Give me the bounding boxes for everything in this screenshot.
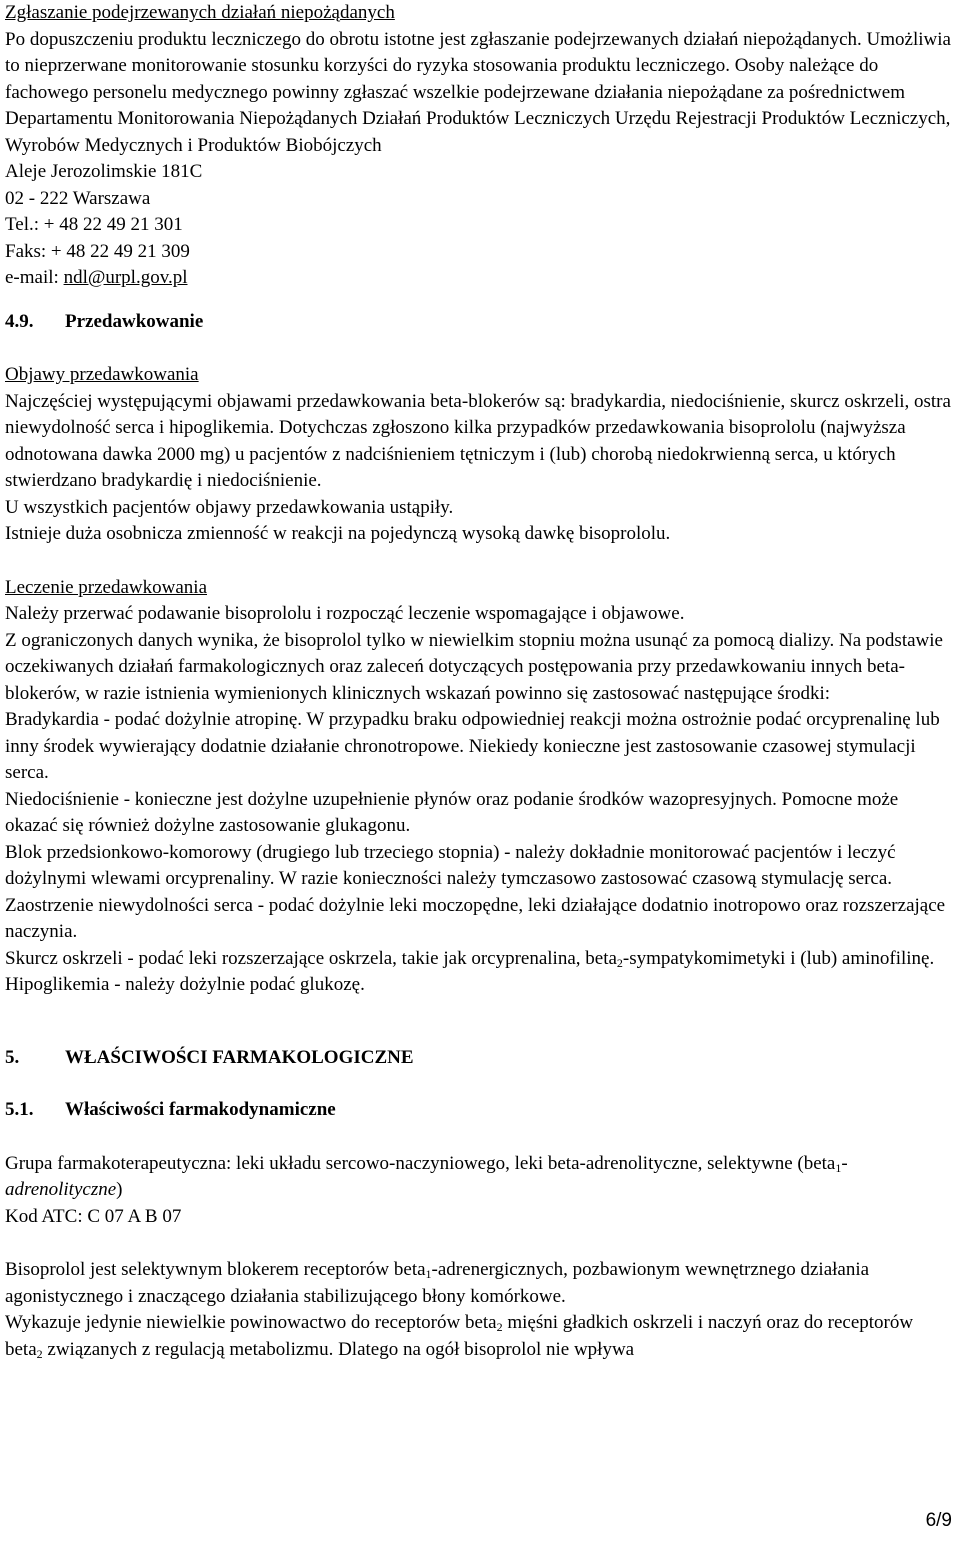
treatment-paragraph-2: Z ograniczonych danych wynika, że bisoprolol tylko w niewielkim stopniu można usunąć za pomocą dializy. Na podstawie oczekiwanych działań farmakologicznych oraz zaleceń dotyczących postępowania przy przedawkowaniu innych beta-blokerów, w razie istnienia wymienionych klinicznych wskazań powinno się zastosować następujące środki: — [5, 629, 943, 704]
address-line-1: Aleje Jerozolimskie 181C — [5, 161, 203, 182]
subscript: 2 — [496, 1320, 503, 1334]
treatment-bradycardia: Bradykardia - podać dożylnie atropinę. W przypadku braku odpowiedniej reakcji można ostrożnie podać orcyprenalinę lub inny środek wywierający dodatnie działanie chronotropowe. Niekiedy konieczne jest zastosowanie czasowej stymulacji serca. — [5, 709, 940, 783]
reporting-text: Po dopuszczeniu produktu leczniczego do obrotu istotne jest zgłaszanie podejrzewanych działań niepożądanych. Umożliwia to nieprzerwane monitorowanie stosunku korzyści do ryzyka stosowania produktu leczniczego. Osoby należące do fachowego personelu medycznego powinny zgłaszać wszelkie podejrzewane działania niepożądane za pośrednictwem Departamentu Monitorowania Niepożądanych Działań Produktów Leczniczych Urzędu Rejestracji Produktów Leczniczych, Wyrobów Medycznych i Produktów Biobójczych — [5, 28, 951, 156]
reporting-heading: Zgłaszanie podejrzewanych działań niepożądanych — [5, 2, 395, 23]
pharmacodynamics-paragraph-1: Bisoprolol jest selektywnym blokerem receptorów beta$_1$-adrenergicznych, pozbawionym wewnętrznego działania agonistycznego i znaczącego działania stabilizującego błony komórkowe. — [5, 1259, 870, 1307]
email-link[interactable]: ndl@urpl.gov.pl — [63, 267, 188, 288]
atc-code: Kod ATC: C 07 A B 07 — [5, 1205, 182, 1227]
subscript: 2 — [36, 1346, 43, 1361]
pharmacotherapeutic-group: Grupa farmakoterapeutyczna: leki układu sercowo-naczyniowego, leki beta-adrenolityczne, selektywne (beta$_1$-adrenolityczne) — [5, 1152, 848, 1200]
section-heading-5 — [5, 1045, 955, 1072]
section-number: 5.1. — [5, 1099, 34, 1120]
symptoms-paragraph-2: U wszystkich pacjentów objawy przedawkowania ustąpiły. — [5, 496, 454, 518]
subscript: 2 — [616, 955, 623, 970]
section-title: WŁAŚCIWOŚCI FARMAKOLOGICZNE — [65, 1046, 414, 1068]
symptoms-paragraph-1: Najczęściej występującymi objawami przedawkowania beta-blokerów są: bradykardia, niedociśnienie, skurcz oskrzeli, ostra niewydolność serca i hipoglikemia. Dotychczas zgłoszono kilka przypadków przedawkowania bisoprololu (najwyższa odnotowana dawka 2000 mg) u pacjentów z nadciśnieniem tętniczym i (lub) chorobą niedokrwienną serca, u których stwierdzano bradykardię i niedociśnienie. — [5, 390, 951, 491]
treatment-hypotension: Niedociśnienie - konieczne jest dożylne uzupełnienie płynów oraz podanie środków wazopresyjnych. Pomocne może okazać się również dożylne zastosowanie glukagonu. — [5, 788, 899, 836]
fax-number: Faks: + 48 22 49 21 309 — [5, 240, 190, 262]
section-heading-5-1 — [5, 1097, 955, 1124]
treatment-hypoglycaemia: Hipoglikemia - należy dożylnie podać glukozę. — [5, 974, 365, 995]
pharmacodynamics-paragraph-2: Wykazuje jedynie niewielkie powinowactwo do receptorów beta$_2$ mięśni gładkich oskrzeli i naczyń oraz do receptorów beta$_2$ związanych z regulacją metabolizmu. Dlatego na ogół bisoprolol nie wpływa — [5, 1312, 914, 1361]
treatment-av-block: Blok przedsionkowo-komorowy (drugiego lub trzeciego stopnia) - należy dokładnie monitorować pacjentów i leczyć dożylnymi wlewami orcyprenaliny. W razie konieczności należy tymczasowo zastosować czasową stymulację serca. — [5, 841, 896, 889]
treatment-heart-failure: Zaostrzenie niewydolności serca - podać dożylnie leki moczopędne, leki działające dodatnio inotropowo oraz rozszerzające naczynia. — [5, 894, 946, 942]
treatment-bronchospasm: Skurcz oskrzeli - podać leki rozszerzające oskrzela, takie jak orcyprenalina, beta$_2$-sympatykomimetyki i (lub) aminofilinę. — [5, 947, 935, 970]
subscript: 1 — [425, 1267, 432, 1281]
email-line — [5, 265, 955, 292]
section-title: Właściwości farmakodynamiczne — [65, 1099, 336, 1120]
address-line-2: 02 - 222 Warszawa — [5, 187, 151, 209]
symptoms-heading: Objawy przedawkowania — [5, 364, 199, 385]
phone-number: Tel.: + 48 22 49 21 301 — [5, 214, 183, 235]
symptoms-paragraph-3: Istnieje duża osobnicza zmienność w reakcji na pojedynczą wysoką dawkę bisoprololu. — [5, 523, 671, 544]
section-number: 4.9. — [5, 310, 34, 332]
treatment-paragraph-1: Należy przerwać podawanie bisoprololu i rozpocząć leczenie wspomagające i objawowe. — [5, 603, 685, 624]
document-page — [5, 0, 955, 1363]
page-number: 6/9 — [925, 1510, 952, 1531]
section-number: 5. — [5, 1046, 20, 1068]
section-title: Przedawkowanie — [65, 310, 204, 332]
treatment-heading: Leczenie przedawkowania — [5, 576, 208, 598]
section-heading-4-9 — [5, 309, 955, 336]
email-label: e-mail: — [5, 267, 64, 288]
subscript: 1 — [835, 1160, 842, 1175]
